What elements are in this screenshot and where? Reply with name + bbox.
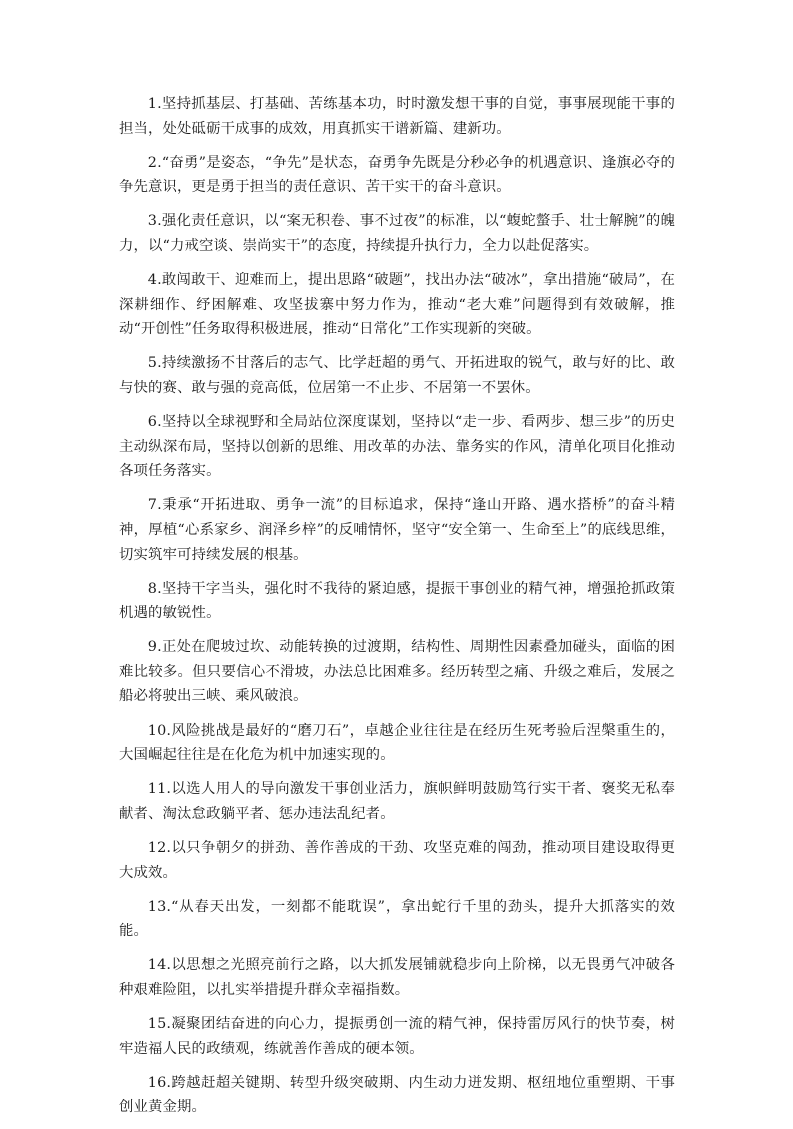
paragraph-10: 10.风险挑战是最好的“磨刀石”，卓越企业往往是在经历生死考验后涅槃重生的，大国崛起往往是在化危为机中加速实现的。 bbox=[119, 722, 675, 764]
paragraph-3: 3.强化责任意识，以“案无积卷、事不过夜”的标准，以“蝮蛇螫手、壮士解腕”的魄力，以“力戒空谈、崇尚实干”的态度，持续提升执行力，全力以赴促落实。 bbox=[119, 213, 675, 254]
paragraph-7: 7.秉承“开拓进取、勇争一流”的目标追求，保持“逢山开路、遇水搭桥”的奋斗精神，厚植“心系家乡、润泽乡梓”的反哺情怀，坚守“安全第一、生命至上”的底线思维，切实筑牢可持续发展的根基。 bbox=[119, 497, 675, 563]
paragraph-1: 1.坚持抓基层、打基础、苦练基本功，时时激发想干事的自觉，事事展现能干事的担当，处处砥砺干成事的成效，用真抓实干谱新篇、建新功。 bbox=[119, 96, 675, 137]
document-body bbox=[119, 92, 675, 1129]
paragraph-15: 15.凝聚团结奋进的向心力，提振勇创一流的精气神，保持雷厉风行的快节奏，树牢造福人民的政绩观，练就善作善成的硬本领。 bbox=[119, 1016, 675, 1057]
paragraph-9: 9.正处在爬坡过坎、动能转换的过渡期，结构性、周期性因素叠加碰头，面临的困难比较多。但只要信心不滑坡，办法总比困难多。经历转型之痛、升级之难后，发展之船必将驶出三峡、乘风破浪。 bbox=[119, 639, 675, 705]
paragraph-4: 4.敢闯敢干、迎难而上，提出思路“破题”，找出办法“破冰”，拿出措施“破局”，在深耕细作、纾困解难、攻坚拔寨中努力作为，推动“老大难”问题得到有效破解，推动“开创性”任务取得积极进展，推动“日常化”工作实现新的突破。 bbox=[119, 272, 675, 338]
paragraph-8: 8.坚持干字当头，强化时不我待的紧迫感，提振干事创业的精气神，增强抢抓政策机遇的敏锐性。 bbox=[119, 580, 675, 622]
paragraph-5: 5.持续激扬不甘落后的志气、比学赶超的勇气、开拓进取的锐气，敢与好的比、敢与快的赛、敢与强的竞高低，位居第一不止步、不居第一不罢休。 bbox=[119, 355, 675, 396]
paragraph-2: 2.“奋勇”是姿态，“争先”是状态，奋勇争先既是分秒必争的机遇意识、逢旗必夺的争先意识，更是勇于担当的责任意识、苦干实干的奋斗意识。 bbox=[119, 154, 675, 196]
paragraph-6: 6.坚持以全球视野和全局站位深度谋划，坚持以“走一步、看两步、想三步”的历史主动纵深布局，坚持以创新的思维、用改革的办法、靠务实的作风，清单化项目化推动各项任务落实。 bbox=[119, 414, 675, 480]
paragraph-12: 12.以只争朝夕的拼劲、善作善成的干劲、攻坚克难的闯劲，推动项目建设取得更大成效。 bbox=[119, 839, 675, 881]
paragraph-13: 13.“从春天出发，一刻都不能耽误”，拿出蛇行千里的劲头，提升大抓落实的效能。 bbox=[119, 898, 675, 940]
paragraph-14: 14.以思想之光照亮前行之路，以大抓发展铺就稳步向上阶梯，以无畏勇气冲破各种艰难险阻，以扎实举措提升群众幸福指数。 bbox=[119, 957, 675, 998]
paragraph-16: 16.跨越赶超关键期、转型升级突破期、内生动力迸发期、枢纽地位重塑期、干事创业黄金期。 bbox=[119, 1074, 675, 1116]
paragraph-11: 11.以选人用人的导向激发干事创业活力，旗帜鲜明鼓励笃行实干者、褒奖无私奉献者、淘汰怠政躺平者、惩办违法乱纪者。 bbox=[119, 781, 675, 822]
